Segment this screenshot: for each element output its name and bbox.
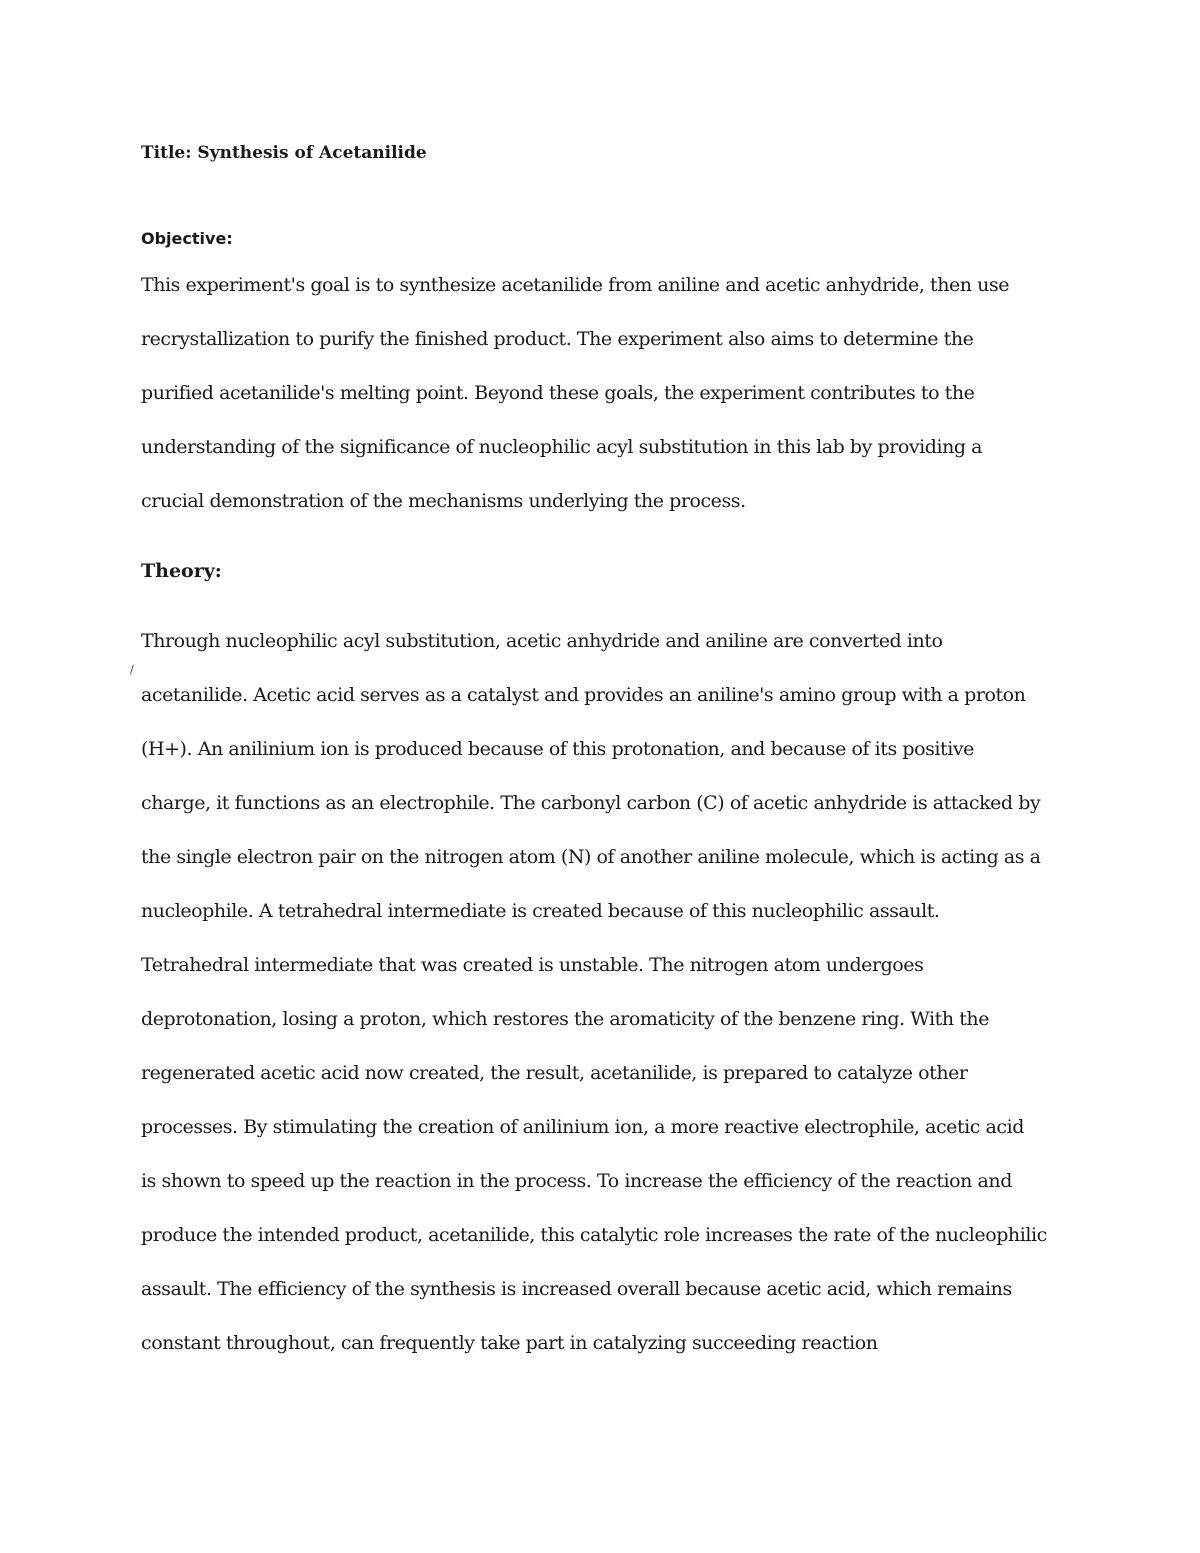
- paragraph-line: acetanilide. Acetic acid serves as a catalyst and provides an aniline's amino group with a proton: [141, 684, 1026, 706]
- paragraph-line: constant throughout, can frequently take part in catalyzing succeeding reaction: [141, 1332, 878, 1354]
- objective-paragraph: [141, 258, 1076, 528]
- paragraph-line: produce the intended product, acetanilide, this catalytic role increases the rate of the nucleophilic: [141, 1224, 1047, 1246]
- theory-paragraph: [141, 614, 1076, 1370]
- paragraph-line: is shown to speed up the reaction in the process. To increase the efficiency of the reaction and: [141, 1170, 1012, 1192]
- paragraph-line: Tetrahedral intermediate that was created is unstable. The nitrogen atom undergoes: [141, 954, 924, 976]
- paragraph-line: crucial demonstration of the mechanisms underlying the process.: [141, 490, 746, 512]
- stray-mark: /: [130, 663, 134, 676]
- theory-heading: Theory:: [141, 560, 222, 582]
- paragraph-line: This experiment's goal is to synthesize acetanilide from aniline and acetic anhydride, then use: [141, 274, 1010, 296]
- paragraph-line: recrystallization to purify the finished product. The experiment also aims to determine the: [141, 328, 974, 350]
- objective-heading: Objective:: [141, 229, 233, 248]
- paragraph-line: nucleophile. A tetrahedral intermediate is created because of this nucleophilic assault.: [141, 900, 940, 922]
- paragraph-line: assault. The efficiency of the synthesis is increased overall because acetic acid, which remains: [141, 1278, 1012, 1300]
- paragraph-line: the single electron pair on the nitrogen atom (N) of another aniline molecule, which is acting as a: [141, 846, 1041, 868]
- paragraph-line: understanding of the significance of nucleophilic acyl substitution in this lab by providing a: [141, 436, 983, 458]
- paragraph-line: Through nucleophilic acyl substitution, acetic anhydride and aniline are converted into: [141, 630, 943, 652]
- paragraph-line: purified acetanilide's melting point. Beyond these goals, the experiment contributes to the: [141, 382, 975, 404]
- document-title: Title: Synthesis of Acetanilide: [141, 143, 427, 163]
- paragraph-line: charge, it functions as an electrophile. The carbonyl carbon (C) of acetic anhydride is attacked by: [141, 792, 1041, 814]
- paragraph-line: processes. By stimulating the creation of anilinium ion, a more reactive electrophile, acetic acid: [141, 1116, 1024, 1138]
- paragraph-line: deprotonation, losing a proton, which restores the aromaticity of the benzene ring. With the: [141, 1008, 989, 1030]
- paragraph-line: regenerated acetic acid now created, the result, acetanilide, is prepared to catalyze other: [141, 1062, 968, 1084]
- paragraph-line: (H+). An anilinium ion is produced because of this protonation, and because of its positive: [141, 738, 974, 760]
